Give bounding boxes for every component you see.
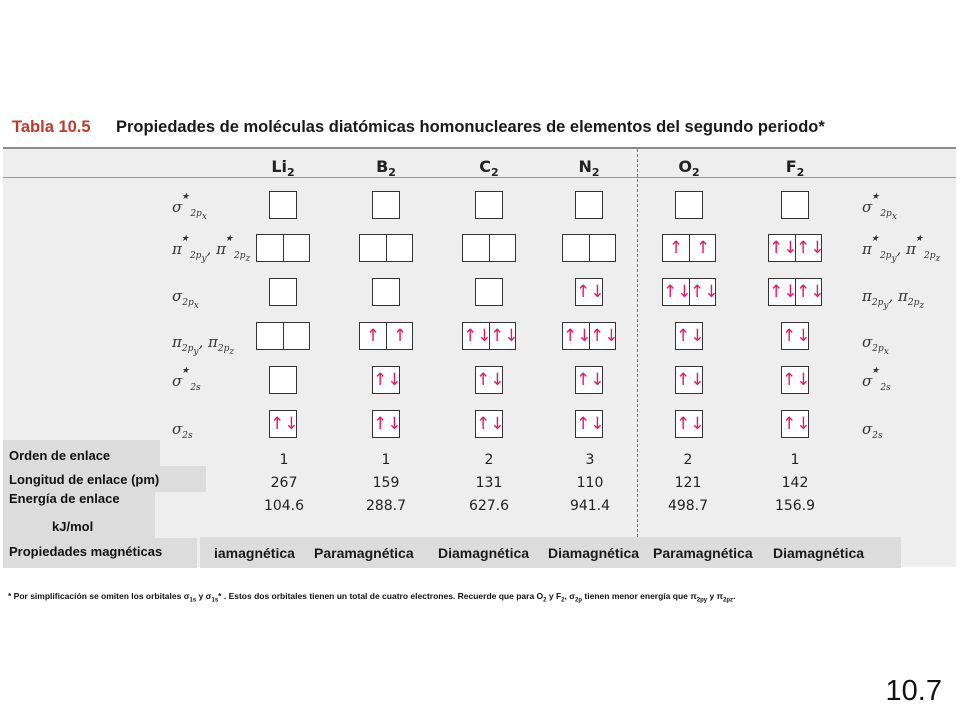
bond-order-f2: 1	[790, 452, 800, 468]
orbital-label-pi-star-2p-left: $\pi^★_{2p_y}$, $\pi^★_{2p_z}$	[172, 234, 251, 264]
orbital-box-f2-row5	[781, 366, 809, 394]
magnetic-b2: Paramagnética	[314, 545, 414, 561]
electron-spin-arrows: ↑↓	[782, 370, 811, 390]
orbital-box-li2-row6	[269, 410, 297, 438]
electron-spin-arrows: ↑↓	[563, 326, 592, 346]
molecule-header-b2: $B_2$	[376, 157, 396, 180]
row-label-bond-energy-text: Energía de enlace	[9, 491, 120, 506]
bond-energy-c2: 627.6	[468, 498, 510, 514]
orbital-box-li2-row3	[269, 278, 297, 306]
orbital-label-sigma-star-2s-right: $\sigma^★_{2s}$	[862, 366, 891, 393]
orbital-box-li2-row4	[256, 322, 310, 350]
magnetic-o2: Paramagnética	[653, 545, 753, 561]
footnote: * Por simplificación se omiten los orbitales $\sigma_{1s}$ y $\sigma_{1s}*$ . Estos dos orbitales tienen un total de cuatro electrones. Recuerde que para $O_2$ y $F_2$, $\sigma_{2p}$ tienen menor energía que $\pi_{2py}$ y $\pi_{2pz}$.	[8, 591, 736, 604]
orbital-label-sigma-2px-right: $\sigma_{2p_x}$	[862, 333, 889, 357]
electron-spin-arrows: ↑↓	[476, 370, 505, 390]
electron-spin-arrows: ↑↓	[782, 326, 811, 346]
table-title	[8, 114, 953, 144]
electron-spin-arrows: ↑↓	[663, 282, 692, 302]
orbital-box-n2-row1	[575, 191, 603, 219]
row-label-bond-energy	[3, 488, 155, 540]
electron-spin-arrows: ↑↓	[373, 414, 402, 434]
electron-spin-arrows: ↑	[365, 326, 381, 346]
orbital-label-pi-star-2p-right: $\pi^★_{2p_y}$, $\pi^★_{2p_z}$	[862, 234, 941, 264]
bond-length-f2: 142	[781, 475, 809, 491]
electron-spin-arrows: ↑↓	[590, 326, 619, 346]
orbital-box-c2-row1	[475, 191, 503, 219]
electron-spin-arrows: ↑↓	[676, 326, 705, 346]
orbital-box-li2-row2	[256, 234, 310, 262]
electron-spin-arrows: ↑↓	[782, 414, 811, 434]
orbital-box-o2-row6	[675, 410, 703, 438]
orbital-label-pi-2p-left: $\pi_{2p_y}$, $\pi_{2p_z}$	[172, 333, 235, 357]
orbital-box-o2-row5	[675, 366, 703, 394]
row-label-bond-length: Longitud de enlace (pm)	[3, 466, 206, 492]
electron-spin-arrows: ↑↓	[270, 414, 299, 434]
orbital-box-o2-row2	[662, 234, 716, 262]
electron-spin-arrows: ↑↓	[476, 414, 505, 434]
orbital-box-c2-row2	[462, 234, 516, 262]
bond-energy-li2: 104.6	[263, 498, 305, 514]
molecule-header-f2: $F_2$	[785, 157, 805, 180]
row-label-bond-order: Orden de enlace	[3, 440, 160, 468]
orbital-label-sigma-star-2s-left: $\sigma^★_{2s}$	[172, 366, 201, 393]
table-top-rule	[3, 147, 956, 149]
column-divider	[637, 149, 638, 567]
electron-spin-arrows: ↑↓	[676, 414, 705, 434]
electron-spin-arrows: ↑↓	[769, 282, 798, 302]
magnetic-n2: Diamagnética	[548, 545, 640, 561]
orbital-label-pi-2p-right: $\pi_{2p_y}$, $\pi_{2p_z}$	[862, 287, 925, 311]
orbital-box-c2-row5	[475, 366, 503, 394]
electron-spin-arrows: ↑↓	[576, 414, 605, 434]
electron-spin-arrows: ↑↓	[796, 238, 825, 258]
molecule-header-c2: $C_2$	[479, 157, 499, 180]
orbital-box-b2-row3	[372, 278, 400, 306]
electron-spin-arrows: ↑	[668, 238, 684, 258]
orbital-label-sigma-star-2px-right: $\sigma^★_{2p_x}$	[862, 192, 897, 222]
electron-spin-arrows: ↑↓	[796, 282, 825, 302]
electron-spin-arrows: ↑	[392, 326, 408, 346]
table-caption: Propiedades de moléculas diatómicas homonucleares de elementos del segundo periodo*	[116, 118, 825, 136]
orbital-box-c2-row3	[475, 278, 503, 306]
electron-spin-arrows: ↑↓	[490, 326, 519, 346]
molecule-header-n2: $N_2$	[578, 157, 600, 180]
bond-order-b2: 1	[381, 452, 391, 468]
bond-length-li2: 267	[270, 475, 298, 491]
orbital-box-f2-row3	[768, 278, 825, 306]
bond-order-li2: 1	[279, 452, 289, 468]
orbital-label-sigma-2s-right: $\sigma_{2s}$	[862, 420, 883, 441]
orbital-box-f2-row6	[781, 410, 809, 438]
orbital-box-n2-row6	[575, 410, 603, 438]
orbital-box-o2-row4	[675, 322, 703, 350]
orbital-box-b2-row5	[372, 366, 400, 394]
orbital-box-n2-row3	[575, 278, 603, 306]
orbital-box-f2-row4	[781, 322, 809, 350]
magnetic-f2: Diamagnética	[773, 545, 865, 561]
bond-energy-n2: 941.4	[569, 498, 611, 514]
bond-length-c2: 131	[475, 475, 503, 491]
molecule-header-o2: $O_2$	[678, 157, 700, 180]
bond-order-c2: 2	[484, 452, 494, 468]
electron-spin-arrows: ↑↓	[676, 370, 705, 390]
electron-spin-arrows: ↑↓	[576, 282, 605, 302]
electron-spin-arrows: ↑↓	[373, 370, 402, 390]
bond-length-b2: 159	[372, 475, 400, 491]
row-label-bond-energy-unit: kJ/mol	[52, 519, 94, 534]
magnetic-c2: Diamagnética	[438, 545, 530, 561]
orbital-box-b2-row2	[359, 234, 413, 262]
bond-energy-b2: 288.7	[365, 498, 407, 514]
bond-energy-f2: 156.9	[774, 498, 816, 514]
orbital-box-f2-row2	[768, 234, 825, 262]
slide-number: 10.7	[885, 675, 942, 707]
orbital-box-li2-row1	[269, 191, 297, 219]
orbital-label-sigma-2px-left: $\sigma_{2p_x}$	[172, 287, 199, 311]
orbital-box-o2-row3	[662, 278, 719, 306]
molecule-header-li2: $Li_2$	[271, 157, 295, 180]
magnetic-li2: iamagnética	[214, 545, 295, 561]
bond-length-n2: 110	[576, 475, 604, 491]
orbital-box-o2-row1	[675, 191, 703, 219]
electron-spin-arrows: ↑	[695, 238, 711, 258]
orbital-box-li2-row5	[269, 366, 297, 394]
bond-energy-o2: 498.7	[667, 498, 709, 514]
electron-spin-arrows: ↑↓	[769, 238, 798, 258]
orbital-box-b2-row1	[372, 191, 400, 219]
bond-order-o2: 2	[683, 452, 693, 468]
orbital-label-sigma-star-2px-left: $\sigma^★_{2p_x}$	[172, 192, 207, 222]
row-label-magnetic: Propiedades magnéticas	[3, 538, 197, 568]
bond-length-o2: 121	[674, 475, 702, 491]
bond-order-n2: 3	[585, 452, 595, 468]
table-number: Tabla 10.5	[12, 118, 91, 136]
orbital-box-n2-row5	[575, 366, 603, 394]
electron-spin-arrows: ↑↓	[463, 326, 492, 346]
orbital-box-n2-row2	[562, 234, 616, 262]
orbital-box-c2-row6	[475, 410, 503, 438]
electron-spin-arrows: ↑↓	[576, 370, 605, 390]
orbital-label-sigma-2s-left: $\sigma_{2s}$	[172, 420, 193, 441]
orbital-box-b2-row6	[372, 410, 400, 438]
orbital-box-f2-row1	[781, 191, 809, 219]
orbital-box-c2-row4	[462, 322, 519, 350]
orbital-box-b2-row4	[359, 322, 413, 350]
orbital-box-n2-row4	[562, 322, 619, 350]
electron-spin-arrows: ↑↓	[690, 282, 719, 302]
